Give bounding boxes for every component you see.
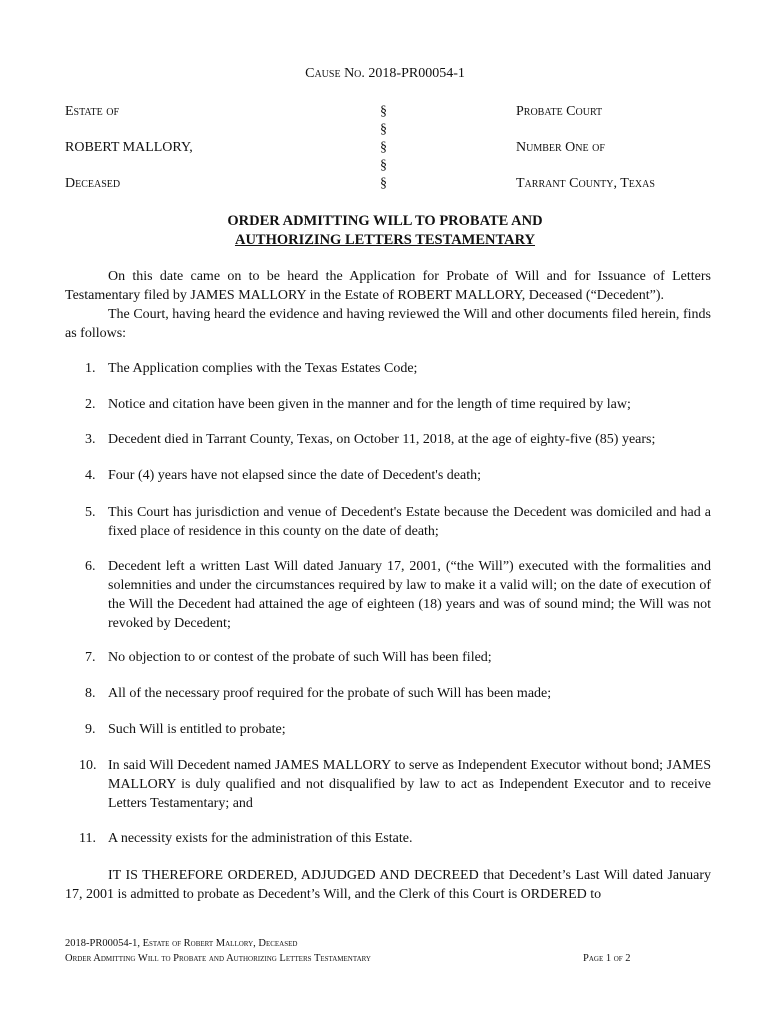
finding-text: A necessity exists for the administration of this Estate. [108, 831, 413, 846]
footer-line-2: Order Admitting Will to Probate and Authorizing Letters Testamentary [65, 953, 371, 964]
caption-estate-of: Estate of [65, 104, 120, 119]
caption-county: Tarrant County, Texas [516, 176, 655, 191]
order-title-line-2: AUTHORIZING LETTERS TESTAMENTARY [234, 232, 536, 248]
section-mark: § [380, 158, 387, 173]
section-mark: § [380, 140, 387, 155]
finding-item [85, 720, 711, 739]
finding-item [85, 395, 711, 414]
order-title-line-1: ORDER ADMITTING WILL TO PROBATE AND [227, 213, 543, 229]
finding-text: Decedent died in Tarrant County, Texas, on October 11, 2018, at the age of eighty-five (85) years; [108, 432, 656, 447]
finding-number: 5. [85, 505, 96, 520]
intro-paragraph-1: On this date came on to be heard the Application for Probate of Will and for Issuance of Letters Testamentary filed by JAMES MALLORY in the Estate of ROBERT MALLORY, Deceased (“Decedent”). [65, 269, 711, 303]
finding-number: 2. [85, 397, 96, 412]
finding-text: The Application complies with the Texas Estates Code; [108, 361, 418, 376]
finding-number: 10. [79, 758, 97, 773]
section-mark: § [380, 176, 387, 191]
finding-number: 11. [79, 831, 96, 846]
finding-item [85, 503, 711, 541]
finding-number: 8. [85, 686, 96, 701]
finding-number: 6. [85, 559, 96, 574]
finding-text: This Court has jurisdiction and venue of Decedent's Estate because the Decedent was domiciled and had a fixed place of residence in this county on the date of death; [108, 505, 711, 539]
finding-number: 4. [85, 468, 96, 483]
section-mark: § [380, 104, 387, 119]
finding-item [85, 557, 711, 633]
caption-deceased: Deceased [65, 176, 121, 191]
ordered-paragraph: IT IS THEREFORE ORDERED, ADJUDGED AND DECREED that Decedent’s Last Will dated January 17, 2001 is admitted to probate as Decedent’s Will, and the Clerk of this Court is ORDERED to [65, 868, 711, 902]
finding-number: 9. [85, 722, 96, 737]
finding-text: Notice and citation have been given in the manner and for the length of time required by law; [108, 397, 631, 412]
finding-item [85, 359, 711, 378]
footer-row-2 [65, 951, 665, 966]
finding-item [85, 648, 711, 667]
caption-number-one: Number One of [516, 140, 605, 155]
finding-item [85, 430, 711, 449]
finding-item [79, 829, 711, 848]
finding-text: In said Will Decedent named JAMES MALLORY to serve as Independent Executor without bond; JAMES MALLORY is duly qualified and not disqualified by law to act as Independent Executor and to receive Letters Testamentary; and [108, 758, 711, 811]
finding-text: Decedent left a written Last Will dated January 17, 2001, (“the Will”) executed with the formalities and solemnities and under the circumstances required by law to make it a valid will; on the date of execution of the Will the Decedent had attained the age of eighteen (18) years and was of sound mind; the Will was not revoked by Decedent; [108, 559, 711, 631]
finding-item [79, 756, 711, 813]
finding-number: 7. [85, 650, 96, 665]
finding-number: 1. [85, 361, 96, 376]
caption-decedent-name: ROBERT MALLORY, [65, 140, 193, 155]
cause-number: Cause No. 2018-PR00054-1 [305, 66, 465, 81]
finding-text: No objection to or contest of the probate of such Will has been filed; [108, 650, 492, 665]
intro-paragraph-2: The Court, having heard the evidence and having reviewed the Will and other documents filed herein, finds as follows: [65, 307, 711, 341]
page-number: Page 1 of 2 [583, 953, 631, 964]
finding-text: Four (4) years have not elapsed since the date of Decedent's death; [108, 468, 481, 483]
footer-line-1: 2018-PR00054-1, Estate of Robert Mallory, Deceased [65, 938, 298, 949]
finding-number: 3. [85, 432, 96, 447]
caption-probate-court: Probate Court [516, 104, 603, 119]
finding-text: All of the necessary proof required for the probate of such Will has been made; [108, 686, 552, 701]
finding-item [85, 466, 711, 485]
section-mark: § [380, 122, 387, 137]
finding-item [85, 684, 711, 703]
finding-text: Such Will is entitled to probate; [108, 722, 286, 737]
